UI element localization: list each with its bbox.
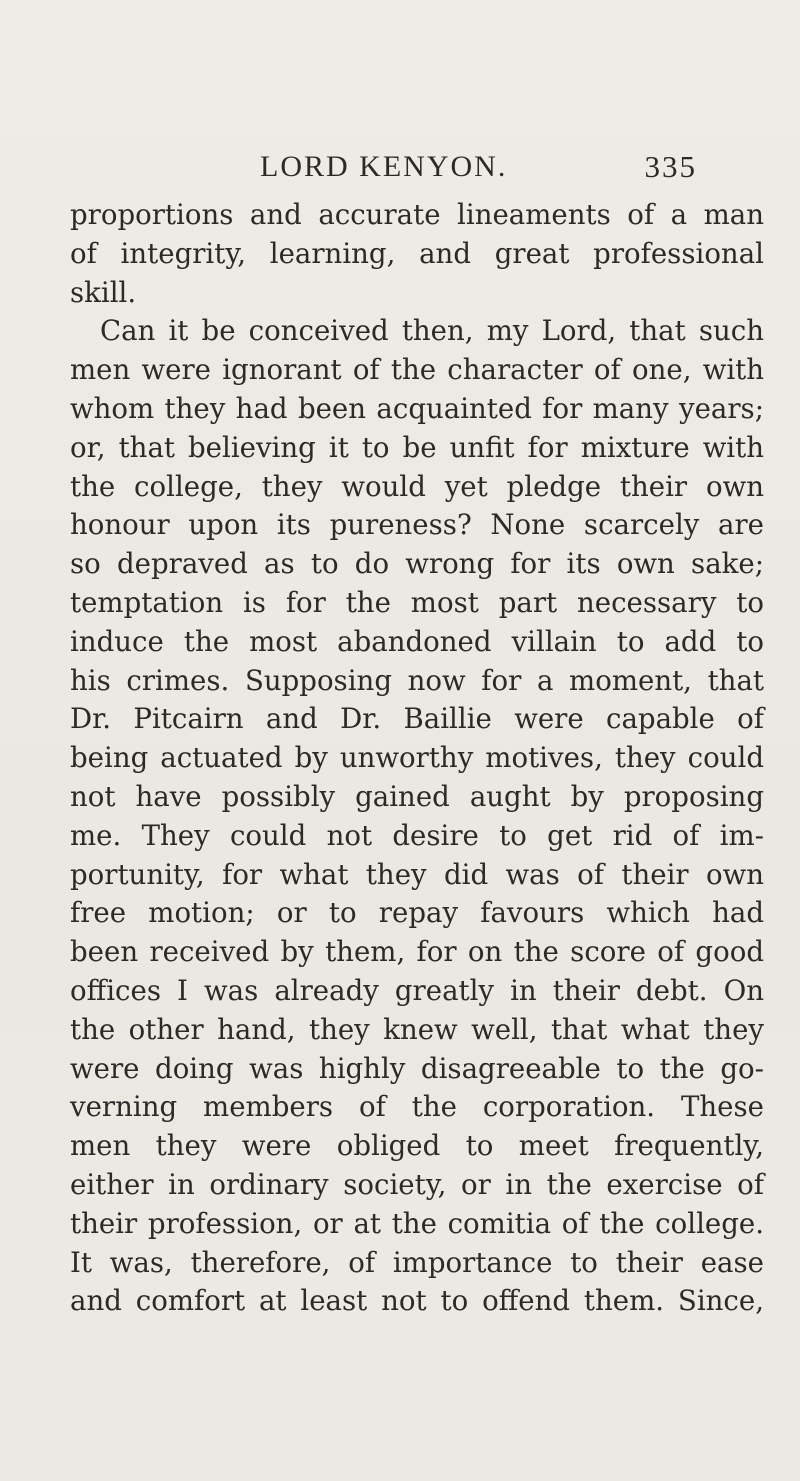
text-line: were doing was highly disagreeable to the go-: [70, 1051, 764, 1085]
text-line: verning members of the corporation. These: [70, 1090, 764, 1124]
text-line: the other hand, they knew well, that what they: [70, 1012, 764, 1046]
text-line: his crimes. Supposing now for a moment, that: [70, 663, 764, 697]
text-line: men they were obliged to meet frequently,: [70, 1129, 764, 1163]
text-line: proportions and accurate lineaments of a man: [70, 198, 764, 231]
running-title: LORD KENYON.: [260, 150, 508, 183]
text-line: so depraved as to do wrong for its own sake;: [70, 547, 764, 581]
text-line: whom they had been acquainted for many years;: [70, 391, 764, 425]
text-line: Dr. Pitcairn and Dr. Baillie were capable of: [70, 702, 764, 736]
text-line: me. They could not desire to get rid of im-: [70, 818, 764, 852]
text-line: portunity, for what they did was of their own: [70, 857, 764, 891]
text-line: or, that believing it to be unfit for mixture with: [70, 430, 764, 464]
text-line: of integrity, learning, and great professional: [70, 236, 764, 270]
text-line: It was, therefore, of importance to their ease: [70, 1245, 764, 1279]
page-number: 335: [644, 149, 697, 184]
text-line: honour upon its pureness? None scarcely are: [70, 508, 764, 542]
text-line: not have possibly gained aught by proposing: [70, 779, 764, 813]
text-line: the college, they would yet pledge their own: [70, 469, 764, 503]
text-line: offices I was already greatly in their debt. On: [70, 973, 764, 1007]
text-line: temptation is for the most part necessary to: [70, 585, 764, 619]
text-line: free motion; or to repay favours which had: [70, 896, 764, 930]
text-line: induce the most abandoned villain to add to: [70, 624, 764, 658]
body-text: [70, 196, 764, 1321]
text-line: men were ignorant of the character of one, with: [70, 353, 764, 387]
text-line: being actuated by unworthy motives, they could: [70, 741, 764, 775]
text-line: been received by them, for on the score of good: [70, 935, 764, 969]
text-line: Can it be conceived then, my Lord, that such: [100, 314, 764, 348]
text-line: and comfort at least not to offend them. Since,: [70, 1284, 764, 1318]
text-line: either in ordinary society, or in the exercise of: [70, 1167, 764, 1201]
text-line: their profession, or at the comitia of the college.: [70, 1206, 764, 1240]
text-line: skill.: [70, 275, 137, 309]
